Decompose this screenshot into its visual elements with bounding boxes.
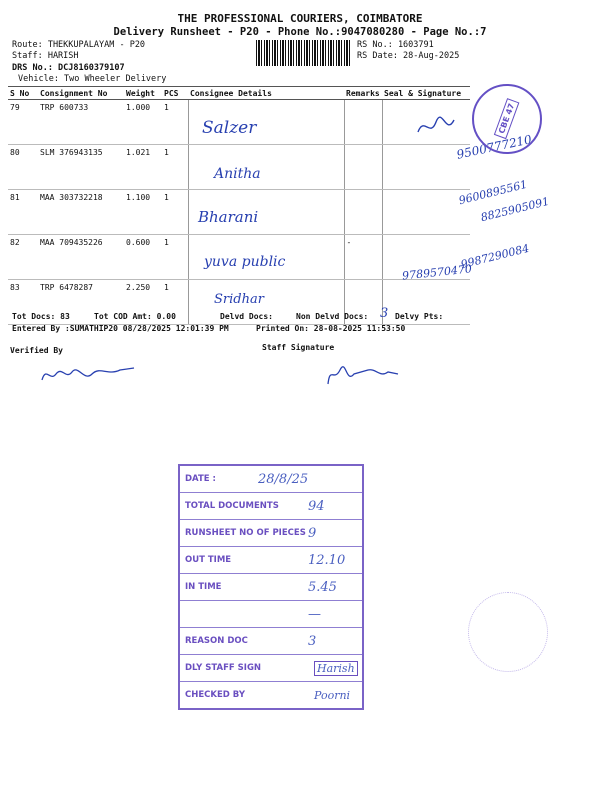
stamp-label: CHECKED BY — [185, 690, 245, 700]
delivery-seal — [472, 84, 542, 154]
stamp-label: DLY STAFF SIGN — [185, 663, 262, 673]
runsheet-subtitle: Delivery Runsheet - P20 - Phone No.:9047080280 - Page No.:7 — [113, 26, 487, 38]
handwritten-consignee: Salzer — [202, 118, 257, 138]
handwritten-phone: 9600895561 — [457, 177, 529, 208]
handwritten-consignee: Anitha — [214, 166, 261, 182]
runsheet-stamp — [178, 464, 364, 710]
col-remarks: Remarks — [344, 87, 382, 100]
route-text: Route: THEKKUPALAYAM - P20 — [12, 40, 146, 50]
row-weight: 1.100 — [124, 190, 162, 235]
printed-on: Printed On: 28-08-2025 11:53:50 — [256, 324, 406, 333]
stamp-row — [180, 520, 362, 547]
stamp-value: 5.45 — [308, 579, 337, 595]
row-weight: 2.250 — [124, 280, 162, 325]
stamp-value: Harish — [314, 661, 358, 676]
signature-squiggle — [410, 108, 470, 148]
handwritten-consignee: yuva public — [204, 254, 286, 270]
stamp-row — [180, 547, 362, 574]
row-sno: 82 — [8, 235, 38, 280]
barcode — [256, 40, 352, 66]
delivery-points-label: Delvy Pts: — [395, 312, 444, 321]
row-sno: 81 — [8, 190, 38, 235]
entered-by: Entered By :SUMATHIP20 08/28/2025 12:01:39 PM — [12, 324, 229, 333]
row-pcs: 1 — [162, 145, 188, 190]
handwritten-consignee: Bharani — [198, 208, 259, 226]
row-weight: 1.021 — [124, 145, 162, 190]
col-consignee: Consignee Details — [188, 87, 344, 100]
row-consignee-cell — [188, 145, 344, 190]
handwritten-consignee: Sridhar — [214, 292, 264, 307]
handwritten-phone: 9987290084 — [459, 241, 531, 272]
stamp-label: REASON DOC — [185, 636, 248, 646]
row-pcs: 1 — [162, 280, 188, 325]
stamp-value: 9 — [308, 525, 317, 541]
row-weight: 0.600 — [124, 235, 162, 280]
staff-signature-label: Staff Signature — [262, 343, 335, 352]
verified-by-label: Verified By — [10, 346, 63, 355]
stamp-value: 94 — [308, 498, 325, 514]
row-sno: 79 — [8, 100, 38, 145]
stamp-row — [180, 655, 362, 682]
stamp-value: Poorni — [314, 688, 351, 702]
stamp-label: TOTAL DOCUMENTS — [185, 501, 279, 511]
row-consignment: SLM 376943135 — [38, 145, 124, 190]
col-sno: S No — [8, 87, 38, 100]
row-pcs: 1 — [162, 100, 188, 145]
stamp-row — [180, 628, 362, 655]
rs-number: RS No.: 1603791 — [357, 40, 434, 50]
vehicle-text: Vehicle: Two Wheeler Delivery — [18, 74, 167, 84]
stamp-row — [180, 466, 362, 493]
col-seal: Seal & Signature — [382, 87, 470, 100]
row-consignment: MAA 303732218 — [38, 190, 124, 235]
stamp-value: — — [308, 606, 321, 622]
stamp-row — [180, 574, 362, 601]
stamp-label: OUT TIME — [185, 555, 232, 565]
non-delivered-label: Non Delvd Docs: — [296, 312, 369, 321]
row-consignment: TRP 6478287 — [38, 280, 124, 325]
stamp-row — [180, 493, 362, 520]
handwritten-phone: 9789570470 — [401, 262, 473, 283]
stamp-label: RUNSHEET NO OF PIECES — [185, 528, 306, 538]
total-docs: Tot Docs: 83 — [12, 312, 70, 321]
row-remarks — [344, 190, 382, 235]
col-consignment: Consignment No — [38, 87, 124, 100]
row-pcs: 1 — [162, 190, 188, 235]
row-remarks — [344, 100, 382, 145]
row-remarks: - — [344, 235, 382, 280]
drs-text: DRS No.: DCJ8160379107 — [12, 63, 125, 73]
row-consignment: TRP 600733 — [38, 100, 124, 145]
col-weight: Weight — [124, 87, 162, 100]
row-sno: 83 — [8, 280, 38, 325]
row-weight: 1.000 — [124, 100, 162, 145]
faint-seal-mark — [468, 592, 548, 672]
row-consignment: MAA 709435226 — [38, 235, 124, 280]
table-header-row — [8, 87, 470, 100]
verifier-signature — [38, 360, 148, 390]
rs-date: RS Date: 28-Aug-2025 — [357, 51, 460, 61]
company-title: THE PROFESSIONAL COURIERS, COIMBATORE — [177, 12, 423, 25]
handwritten-phone: 8825905091 — [479, 194, 551, 225]
handwritten-phone: 9500777210 — [455, 132, 533, 162]
seal-code: CBE 47 — [494, 98, 520, 139]
stamp-row — [180, 601, 362, 628]
total-cod: Tot COD Amt: 0.00 — [94, 312, 176, 321]
stamp-value: 12.10 — [308, 552, 346, 568]
stamp-value: 3 — [308, 633, 317, 649]
delivered-docs-label: Delvd Docs: — [220, 312, 273, 321]
row-remarks — [344, 145, 382, 190]
row-seal-cell — [382, 190, 470, 235]
staff-text: Staff: HARISH — [12, 51, 79, 61]
row-pcs: 1 — [162, 235, 188, 280]
stamp-value: 28/8/25 — [258, 471, 309, 487]
stamp-row — [180, 682, 362, 708]
col-pcs: PCS — [162, 87, 188, 100]
staff-signature — [324, 360, 404, 390]
non-delivered-value: 3 — [380, 306, 389, 321]
row-sno: 80 — [8, 145, 38, 190]
stamp-label: DATE : — [185, 474, 216, 484]
stamp-label: IN TIME — [185, 582, 222, 592]
